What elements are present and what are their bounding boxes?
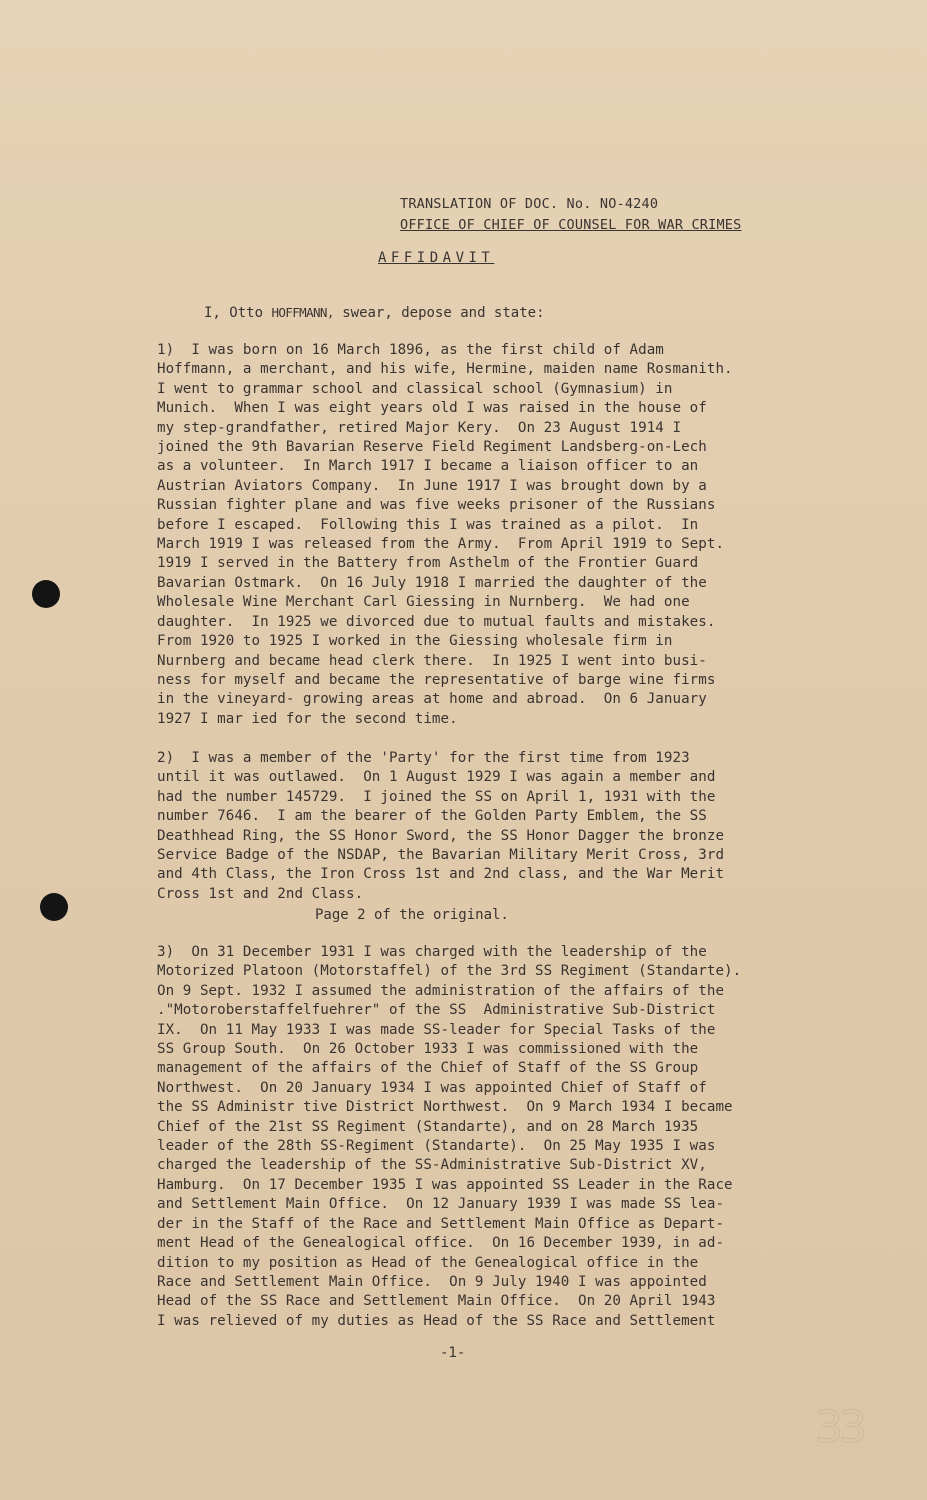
text-line: 2) I was a member of the 'Party' for the first time from 1923	[157, 750, 690, 766]
text-line: Munich. When I was eight years old I was raised in the house of	[157, 400, 707, 417]
punch-hole-upper	[32, 580, 60, 608]
page-number: -1-	[440, 1345, 466, 1361]
text-line: as a volunteer. In March 1917 I became a liaison officer to an	[157, 458, 699, 475]
text-line: Hamburg. On 17 December 1935 I was appointed SS Leader in the Race	[157, 1176, 733, 1193]
text-line: March 1919 I was released from the Army. From April 1919 to Sept.	[157, 536, 725, 553]
intro-statement	[204, 303, 545, 323]
text-line: IX. On 11 May 1933 I was made SS-leader for Special Tasks of the	[157, 1021, 716, 1038]
text-line: Service Badge of the NSDAP, the Bavarian Military Merit Cross, 3rd	[157, 847, 725, 864]
text-line: Bavarian Ostmark. On 16 July 1918 I married the daughter of the	[157, 574, 707, 591]
text-line: in the vineyard- growing areas at home and abroad. On 6 January	[157, 691, 707, 708]
intro-post: swear, depose and state:	[333, 305, 545, 321]
text-line: Motorized Platoon (Motorstaffel) of the 3rd SS Regiment (Standarte).	[157, 963, 742, 980]
text-line: Austrian Aviators Company. In June 1917 I was brought down by a	[157, 477, 707, 494]
document-header	[400, 194, 741, 236]
text-line: From 1920 to 1925 I worked in the Giessing wholesale firm in	[157, 633, 673, 650]
paragraph-3	[157, 943, 817, 1331]
text-line: management of the affairs of the Chief of Staff of the SS Group	[157, 1060, 699, 1077]
text-line: SS Group South. On 26 October 1933 I was commissioned with the	[157, 1041, 699, 1058]
text-line: until it was outlawed. On 1 August 1929 I was again a member and	[157, 769, 716, 786]
text-line: 1919 I served in the Battery from Asthelm of the Frontier Guard	[157, 555, 699, 572]
text-line: leader of the 28th SS-Regiment (Standarte). On 25 May 1935 I was	[157, 1138, 716, 1155]
text-line: Russian fighter plane and was five weeks prisoner of the Russians	[157, 497, 716, 514]
text-line: I was relieved of my duties as Head of the SS Race and Settlement	[157, 1312, 716, 1329]
affiant-name: HOFFMANN,	[271, 305, 334, 320]
text-line: Chief of the 21st SS Regiment (Standarte), and on 28 March 1935	[157, 1118, 699, 1135]
text-line: I went to grammar school and classical school (Gymnasium) in	[157, 380, 673, 397]
document-title: AFFIDAVIT	[378, 250, 495, 266]
text-line: 3) On 31 December 1931 I was charged with the leadership of the	[157, 944, 707, 960]
text-line: had the number 145729. I joined the SS on April 1, 1931 with the	[157, 788, 716, 805]
text-line: the SS Administr tive District Northwest. On 9 March 1934 I became	[157, 1099, 733, 1116]
text-line: dition to my position as Head of the Genealogical office in the	[157, 1254, 699, 1271]
text-line: der in the Staff of the Race and Settlement Main Office as Depart-	[157, 1215, 725, 1232]
text-line: Hoffmann, a merchant, and his wife, Hermine, maiden name Rosmanith.	[157, 361, 733, 378]
archive-stamp-number: 33	[815, 1402, 863, 1453]
text-line: Race and Settlement Main Office. On 9 July 1940 I was appointed	[157, 1273, 707, 1290]
text-line: ment Head of the Genealogical office. On 16 December 1939, in ad-	[157, 1235, 725, 1252]
intro-pre: I, Otto	[204, 305, 272, 321]
text-line: joined the 9th Bavarian Reserve Field Regiment Landsberg-on-Lech	[157, 439, 707, 456]
text-line: Head of the SS Race and Settlement Main Office. On 20 April 1943	[157, 1293, 716, 1310]
text-line: ."Motoroberstaffelfuehrer" of the SS Administrative Sub-District	[157, 1002, 716, 1019]
header-translation-line: TRANSLATION OF DOC. No. NO-4240	[400, 196, 659, 212]
text-line: Cross 1st and 2nd Class.	[157, 885, 364, 902]
text-line: my step-grandfather, retired Major Kery. On 23 August 1914 I	[157, 419, 682, 436]
text-line: 1927 I mar ied for the second time.	[157, 710, 458, 727]
text-line: Deathhead Ring, the SS Honor Sword, the SS Honor Dagger the bronze	[157, 827, 725, 844]
text-line: daughter. In 1925 we divorced due to mutual faults and mistakes.	[157, 613, 716, 630]
text-line: and Settlement Main Office. On 12 January 1939 I was made SS lea-	[157, 1196, 725, 1213]
text-line: charged the leadership of the SS-Administrative Sub-District XV,	[157, 1157, 707, 1174]
text-line: and 4th Class, the Iron Cross 1st and 2nd class, and the War Merit	[157, 866, 725, 883]
punch-hole-lower	[40, 893, 68, 921]
paragraph-1	[157, 341, 817, 729]
text-line: 1) I was born on 16 March 1896, as the first child of Adam	[157, 342, 664, 358]
text-line: Nurnberg and became head clerk there. In 1925 I went into busi-	[157, 652, 707, 669]
text-line: On 9 Sept. 1932 I assumed the administration of the affairs of the	[157, 982, 725, 999]
text-line: Northwest. On 20 January 1934 I was appointed Chief of Staff of	[157, 1079, 707, 1096]
paragraph-2	[157, 749, 817, 904]
header-office-line: OFFICE OF CHIEF OF COUNSEL FOR WAR CRIMES	[400, 217, 742, 233]
text-line: before I escaped. Following this I was trained as a pilot. In	[157, 516, 699, 533]
text-line: number 7646. I am the bearer of the Golden Party Emblem, the SS	[157, 808, 707, 825]
page-reference: Page 2 of the original.	[315, 907, 509, 923]
text-line: ness for myself and became the representative of barge wine firms	[157, 671, 716, 688]
text-line: Wholesale Wine Merchant Carl Giessing in Nurnberg. We had one	[157, 594, 690, 611]
